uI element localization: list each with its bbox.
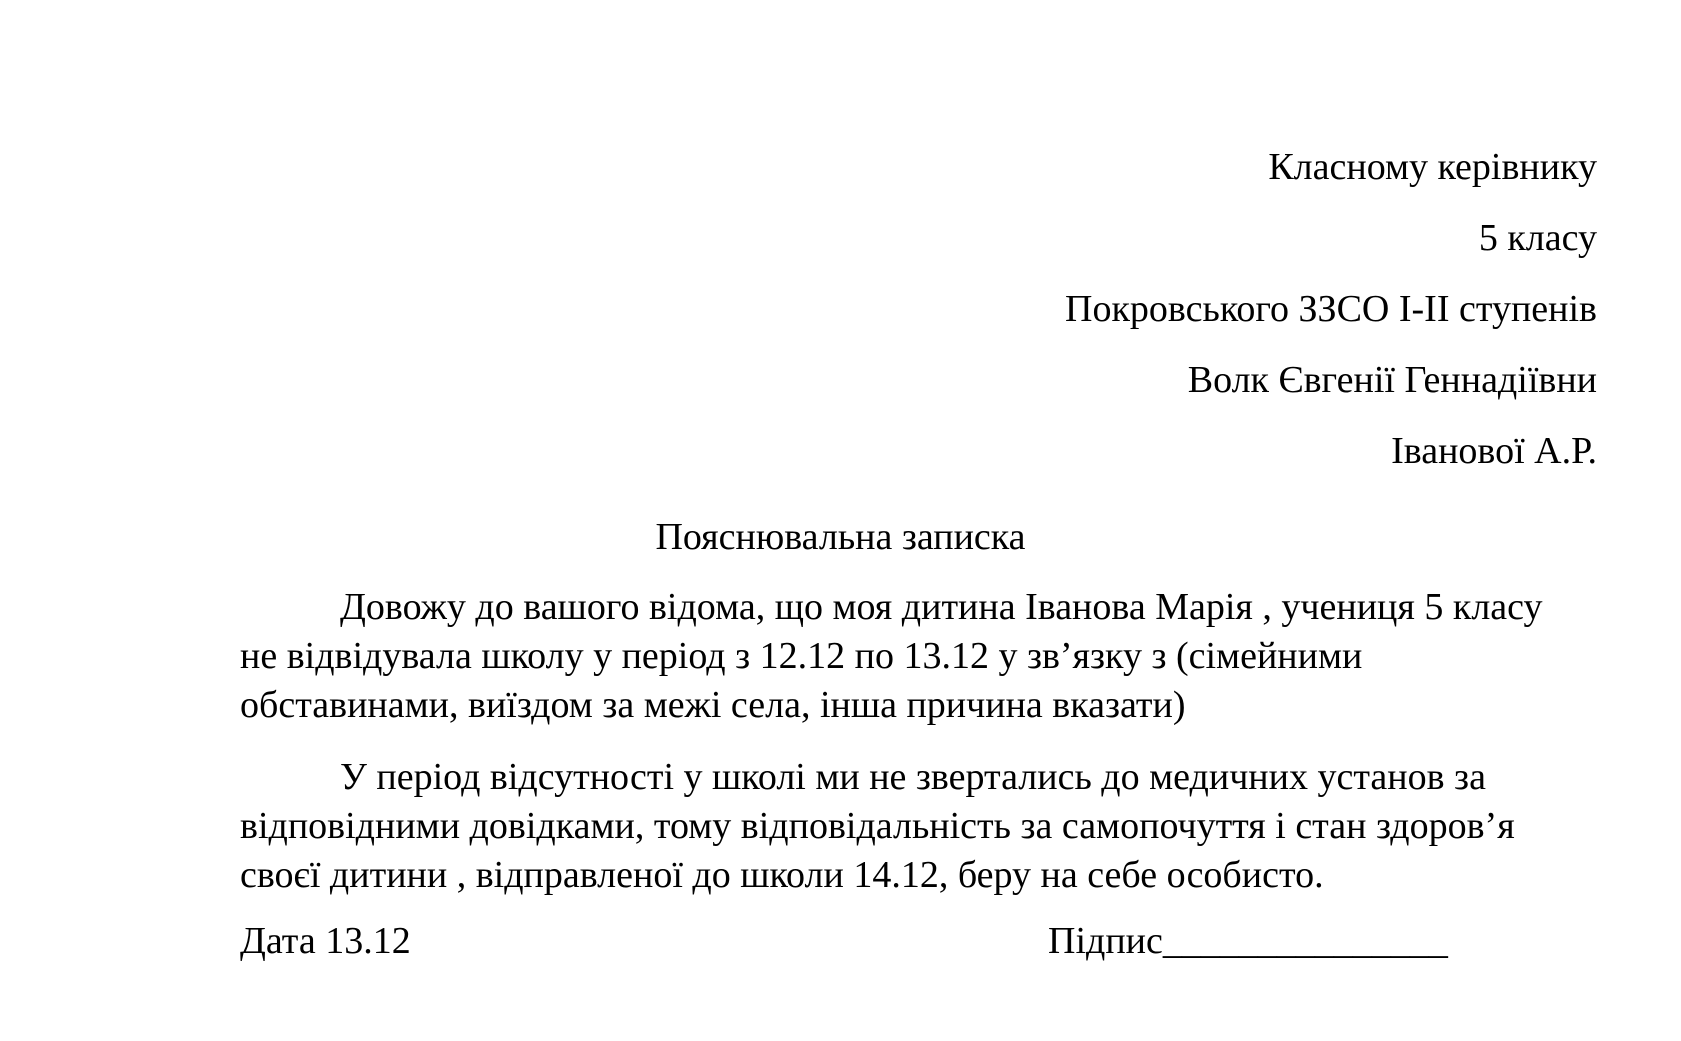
paragraph-responsibility xyxy=(240,753,1600,900)
addressee-line-sender: Іванової А.Р. xyxy=(1391,430,1597,472)
paragraph-line: відповідними довідками, тому відповідальність за самопочуття і стан здоров’я xyxy=(240,805,1515,847)
paragraph-line: своєї дитини , відправленої до школи 14.12, беру на себе особисто. xyxy=(240,854,1324,896)
signature-field: Підпис_______________ xyxy=(1048,920,1448,962)
paragraph-line: Довожу до вашого відома, що моя дитина Іванова Марія , учениця 5 класу xyxy=(340,586,1543,628)
date-field: Дата 13.12 xyxy=(240,920,411,962)
addressee-block xyxy=(1065,148,1597,503)
paragraph-line: обставинами, виїздом за межі села, інша причина вказати) xyxy=(240,684,1186,726)
addressee-line-school: Покровського ЗЗСО І-ІІ ступенів xyxy=(1065,288,1597,330)
paragraph-line: У період відсутності у школі ми не звертались до медичних установ за xyxy=(340,756,1486,798)
paragraph-absence xyxy=(240,583,1600,730)
document-title: Пояснювальна записка xyxy=(655,516,1026,558)
addressee-line-teacher: Волк Євгенії Геннадіївни xyxy=(1187,359,1597,401)
addressee-line-recipient: Класному керівнику xyxy=(1268,146,1597,188)
addressee-line-class: 5 класу xyxy=(1478,217,1597,259)
paragraph-line: не відвідувала школу у період з 12.12 по 13.12 у зв’язку з (сімейними xyxy=(240,635,1363,677)
